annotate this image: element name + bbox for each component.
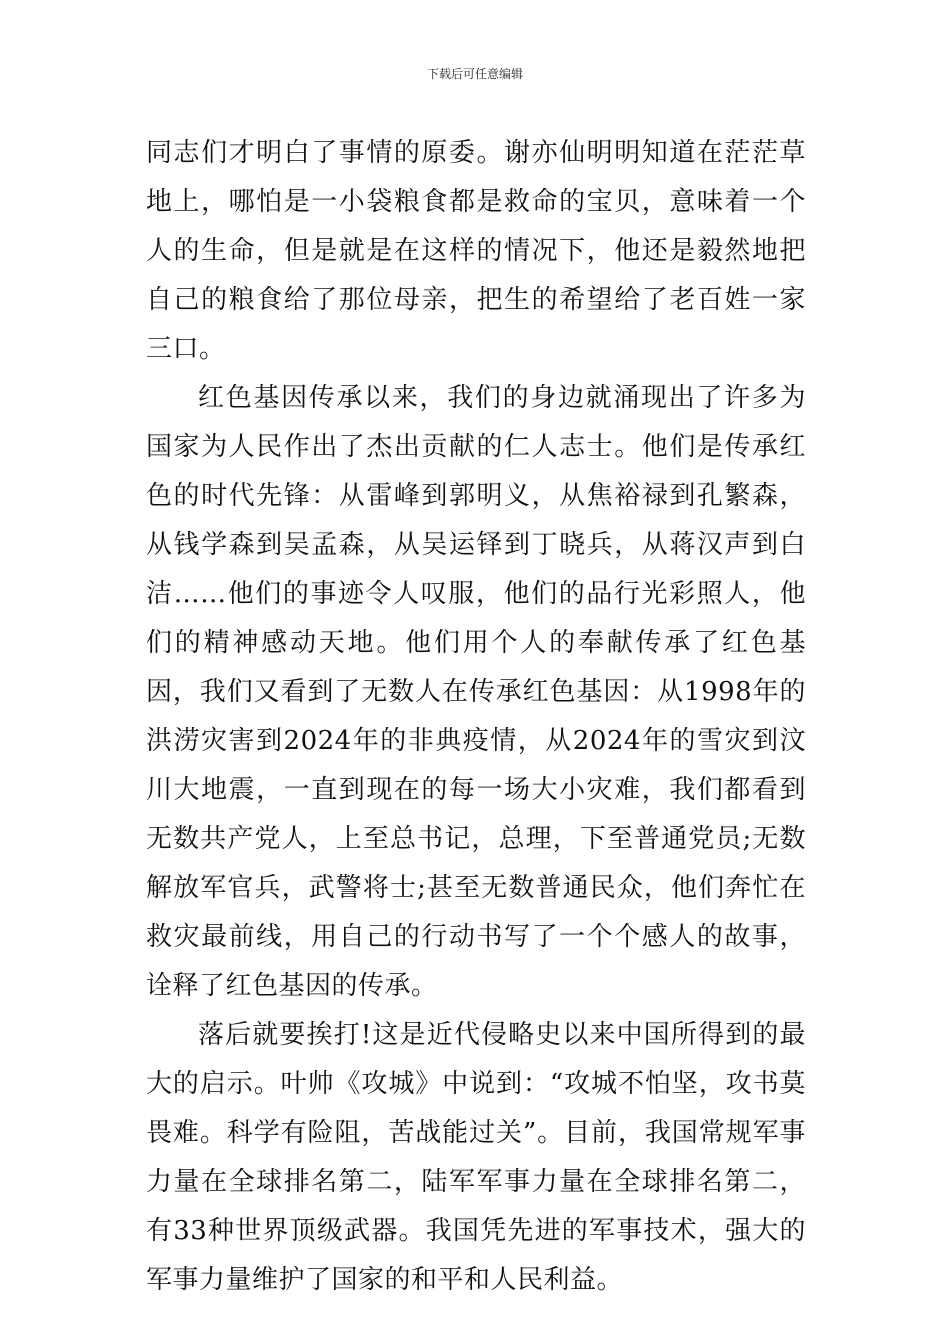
paragraph-3: 落后就要挨打!这是近代侵略史以来中国所得到的最大的启示。叶帅《攻城》中说到：“攻城不怕坚，攻书莫畏难。科学有险阻，苦战能过关”。目前，我国常规军事力量在全球排名第二，陆军军事力量在全球排名第二，有33种世界顶级武器。我国凭先进的军事技术，强大的军事力量维护了国家的和平和人民利益。 (146, 1020, 806, 1295)
page-header: 下载后可任意编辑 (426, 67, 523, 81)
document-body (146, 129, 806, 1305)
paragraph-2: 红色基因传承以来，我们的身边就涌现出了许多为国家为人民作出了杰出贡献的仁人志士。他们是传承红色的时代先锋：从雷峰到郭明义，从焦裕禄到孔繁森，从钱学森到吴孟森，从吴运铎到丁晓兵，从蒋汉声到白洁……他们的事迹令人叹服，他们的品行光彩照人，他们的精神感动天地。他们用个人的奉献传承了红色基因，我们又看到了无数人在传承红色基因：从1998年的洪涝灾害到2024年的非典疫情，从2024年的雪灾到汶川大地震，一直到现在的每一场大小灾难，我们都看到无数共产党人，上至总书记，总理，下至普通党员;无数解放军官兵，武警将士;甚至无数普通民众，他们奔忙在救灾最前线，用自己的行动书写了一个个感人的故事，诠释了红色基因的传承。 (146, 383, 806, 1001)
paragraph-1: 同志们才明白了事情的原委。谢亦仙明明知道在茫茫草地上，哪怕是一小袋粮食都是救命的宝贝，意味着一个人的生命，但是就是在这样的情况下，他还是毅然地把自己的粮食给了那位母亲，把生的希望给了老百姓一家三口。 (146, 138, 806, 364)
